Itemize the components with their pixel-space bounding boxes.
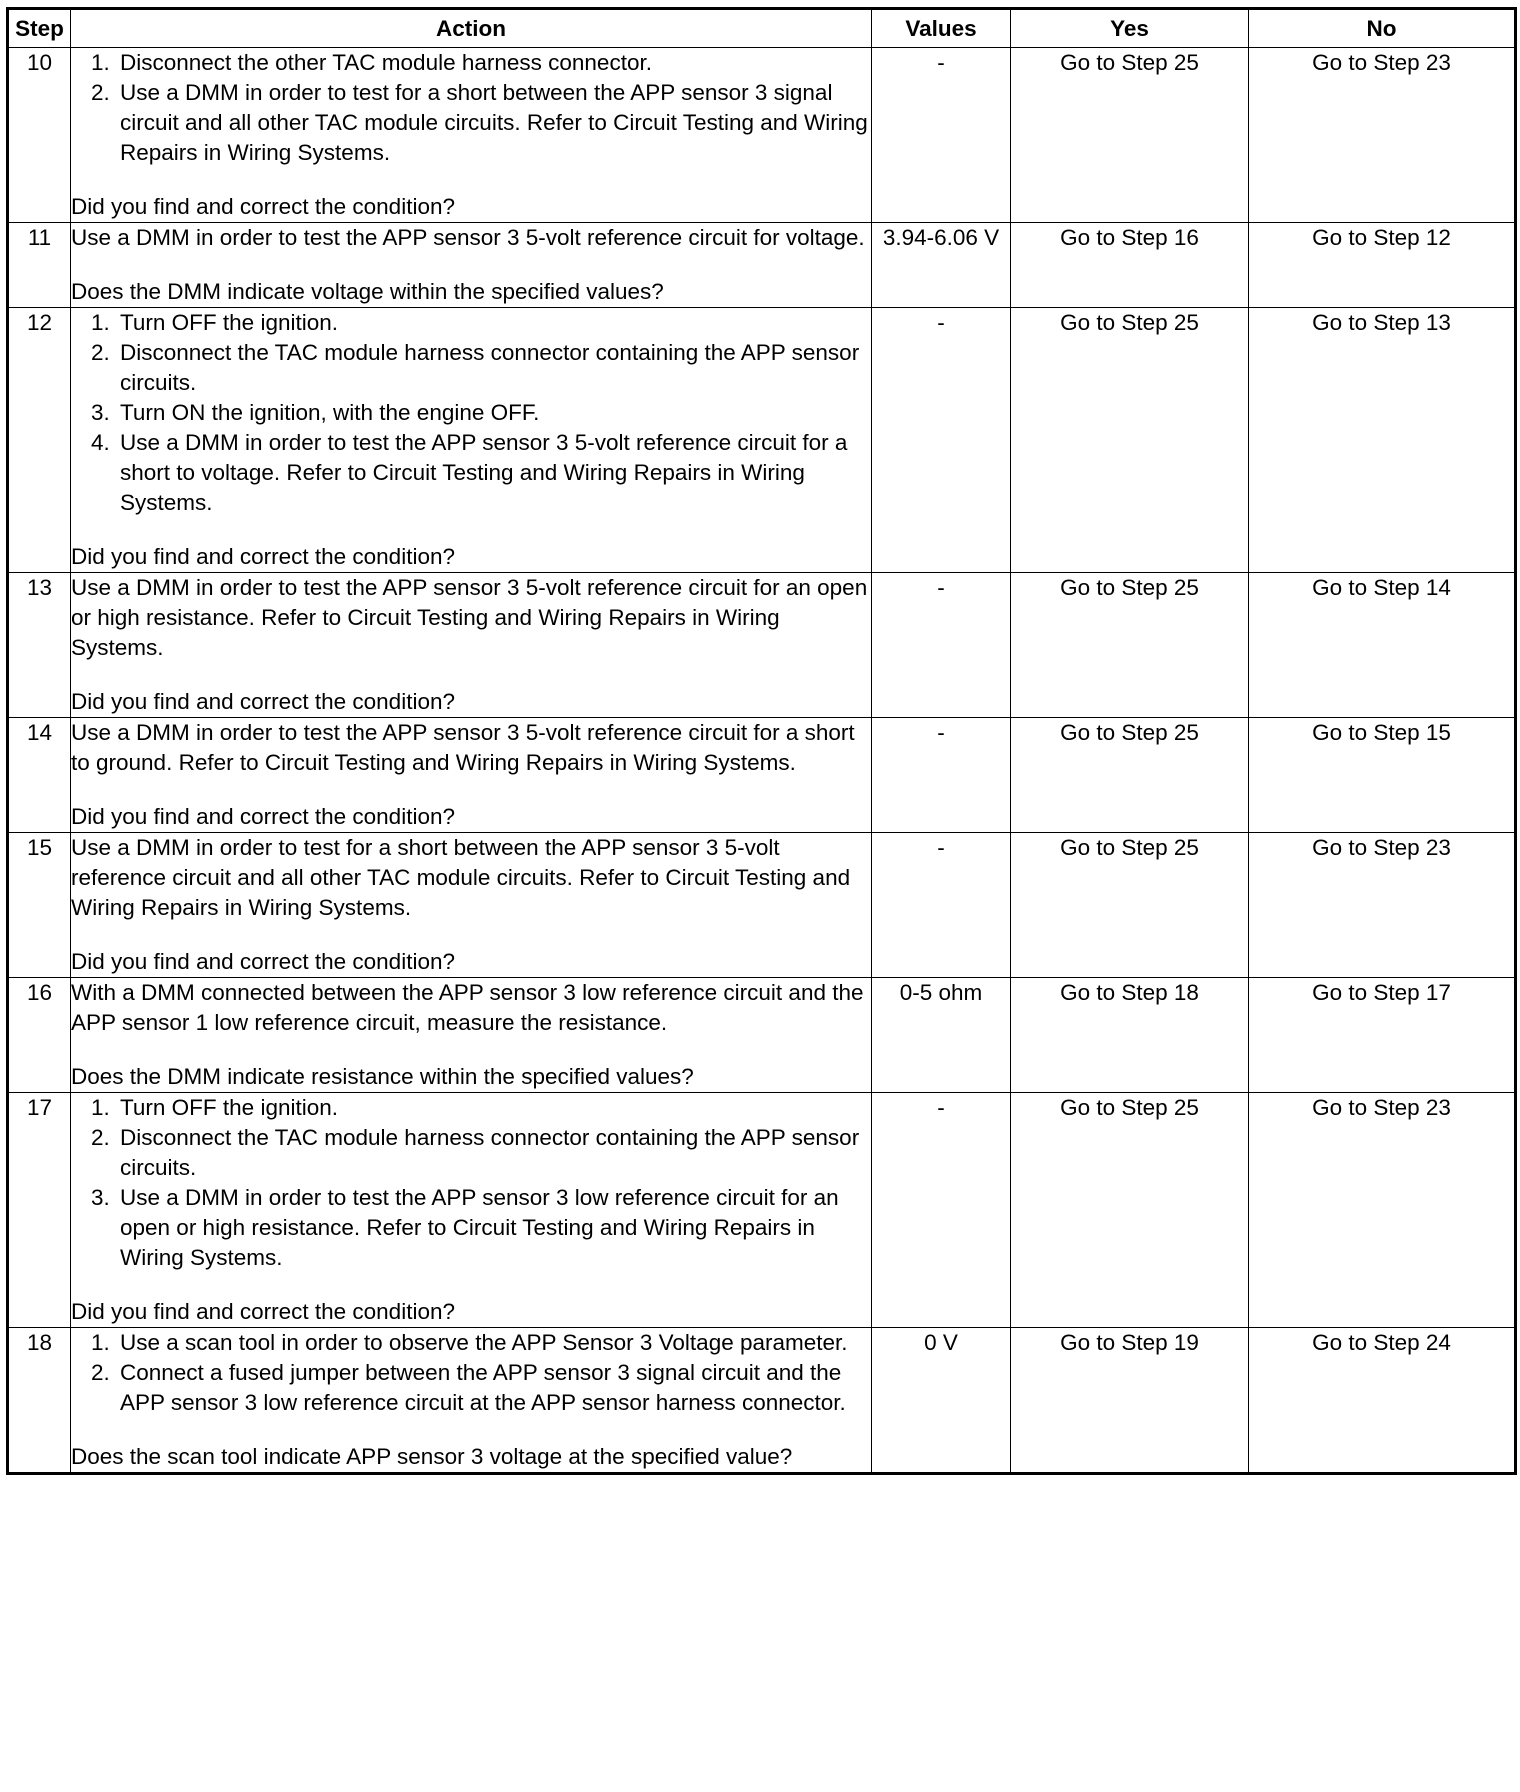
no-result: Go to Step 17 [1249,978,1516,1093]
action-steps-list [71,1093,871,1273]
yes-result: Go to Step 25 [1011,833,1249,978]
action-step: 2. Use a DMM in order to test for a short between the APP sensor 3 signal circuit and all other TAC module circuits. Refer to Circuit Testing and Wiring Repairs in Wiring Systems. [116,78,871,168]
table-row [8,833,1516,978]
action-cell [71,718,872,833]
yes-result: Go to Step 19 [1011,1328,1249,1474]
action-question: Does the DMM indicate voltage within the specified values? [71,279,664,304]
action-step: 1. Disconnect the other TAC module harness connector. [116,48,871,78]
action-question: Does the scan tool indicate APP sensor 3 voltage at the specified value? [71,1444,793,1469]
action-cell [71,1328,872,1474]
action-text: With a DMM connected between the APP sensor 3 low reference circuit and the APP sensor 1 low reference circuit, measure the resistance. [71,980,864,1035]
table-row [8,718,1516,833]
header-action: Action [71,9,872,48]
spec-value: - [872,48,1011,223]
header-step: Step [8,9,71,48]
action-cell [71,48,872,223]
step-number: 16 [8,978,71,1093]
spec-value: 3.94-6.06 V [872,223,1011,308]
header-no: No [1249,9,1516,48]
action-question: Did you find and correct the condition? [71,689,455,714]
action-step: 2. Disconnect the TAC module harness connector containing the APP sensor circuits. [116,338,871,398]
step-number: 11 [8,223,71,308]
diagnostic-table [6,7,1517,1475]
action-text: Use a DMM in order to test the APP sensor 3 5-volt reference circuit for an open or high resistance. Refer to Circuit Testing and Wiring Repairs in Wiring Systems. [71,575,868,660]
table-row [8,1328,1516,1474]
action-steps-list [71,308,871,518]
step-number: 14 [8,718,71,833]
header-values: Values [872,9,1011,48]
spec-value: 0 V [872,1328,1011,1474]
action-cell [71,308,872,573]
yes-result: Go to Step 25 [1011,718,1249,833]
table-header-row [8,9,1516,48]
action-steps-list [71,1328,871,1418]
table-row [8,308,1516,573]
action-cell [71,223,872,308]
table-row [8,1093,1516,1328]
action-question: Did you find and correct the condition? [71,804,455,829]
no-result: Go to Step 24 [1249,1328,1516,1474]
action-question: Did you find and correct the condition? [71,544,455,569]
no-result: Go to Step 14 [1249,573,1516,718]
table-row [8,573,1516,718]
action-question: Does the DMM indicate resistance within the specified values? [71,1064,694,1089]
no-result: Go to Step 23 [1249,1093,1516,1328]
step-number: 10 [8,48,71,223]
action-step: 1. Use a scan tool in order to observe the APP Sensor 3 Voltage parameter. [116,1328,871,1358]
action-text: Use a DMM in order to test for a short between the APP sensor 3 5-volt reference circuit and all other TAC module circuits. Refer to Circuit Testing and Wiring Repairs in Wiring Systems. [71,835,851,920]
action-step: 1. Turn OFF the ignition. [116,1093,871,1123]
table-row [8,48,1516,223]
spec-value: - [872,1093,1011,1328]
action-step: 2. Connect a fused jumper between the APP sensor 3 signal circuit and the APP sensor 3 low reference circuit at the APP sensor harness connector. [116,1358,871,1418]
action-cell [71,1093,872,1328]
action-steps-list [71,48,871,168]
step-number: 18 [8,1328,71,1474]
no-result: Go to Step 23 [1249,48,1516,223]
spec-value: - [872,308,1011,573]
spec-value: - [872,718,1011,833]
table-row [8,223,1516,308]
header-yes: Yes [1011,9,1249,48]
spec-value: - [872,573,1011,718]
step-number: 17 [8,1093,71,1328]
action-cell [71,833,872,978]
yes-result: Go to Step 25 [1011,308,1249,573]
no-result: Go to Step 23 [1249,833,1516,978]
no-result: Go to Step 12 [1249,223,1516,308]
action-step: 3. Turn ON the ignition, with the engine OFF. [116,398,871,428]
yes-result: Go to Step 16 [1011,223,1249,308]
action-text: Use a DMM in order to test the APP sensor 3 5-volt reference circuit for voltage. [71,225,865,250]
step-number: 13 [8,573,71,718]
table-row [8,978,1516,1093]
action-text: Use a DMM in order to test the APP sensor 3 5-volt reference circuit for a short to ground. Refer to Circuit Testing and Wiring Repairs in Wiring Systems. [71,720,855,775]
step-number: 15 [8,833,71,978]
no-result: Go to Step 13 [1249,308,1516,573]
action-step: 2. Disconnect the TAC module harness connector containing the APP sensor circuits. [116,1123,871,1183]
action-question: Did you find and correct the condition? [71,949,455,974]
yes-result: Go to Step 25 [1011,1093,1249,1328]
action-question: Did you find and correct the condition? [71,1299,455,1324]
action-cell [71,573,872,718]
yes-result: Go to Step 25 [1011,573,1249,718]
action-step: 3. Use a DMM in order to test the APP sensor 3 low reference circuit for an open or high resistance. Refer to Circuit Testing and Wiring Repairs in Wiring Systems. [116,1183,871,1273]
action-cell [71,978,872,1093]
action-step: 4. Use a DMM in order to test the APP sensor 3 5-volt reference circuit for a short to voltage. Refer to Circuit Testing and Wiring Repairs in Wiring Systems. [116,428,871,518]
yes-result: Go to Step 25 [1011,48,1249,223]
action-step: 1. Turn OFF the ignition. [116,308,871,338]
no-result: Go to Step 15 [1249,718,1516,833]
yes-result: Go to Step 18 [1011,978,1249,1093]
spec-value: 0-5 ohm [872,978,1011,1093]
diagnostic-table-page [6,7,1514,1475]
step-number: 12 [8,308,71,573]
spec-value: - [872,833,1011,978]
action-question: Did you find and correct the condition? [71,194,455,219]
